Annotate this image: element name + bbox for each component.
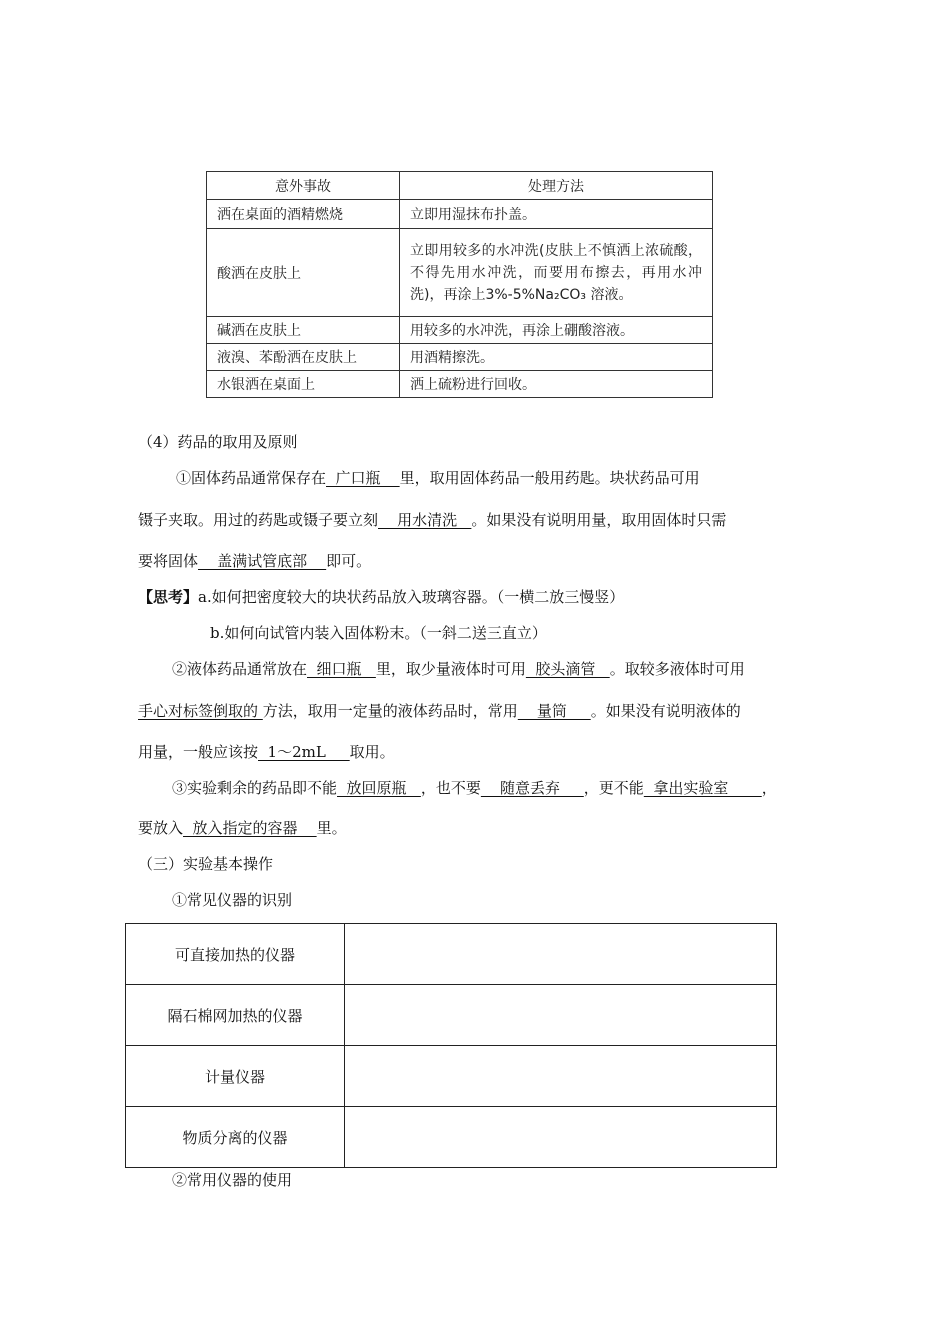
think-line: b.如何向试管内装入固体粉末。（一斜二送三直立） [210, 624, 547, 642]
table-cell-method: 用酒精擦洗。 [400, 344, 713, 371]
answer-blank: 细口瓶 [307, 660, 376, 678]
answer-blank: 拿出实验室 [643, 779, 762, 797]
instrument-answer-cell [345, 924, 777, 985]
instrument-answer-cell [345, 1107, 777, 1168]
answer-blank: 盖满试管底部 [198, 552, 327, 570]
paragraph-line: ③实验剩余的药品即不能 放回原瓶 ，也不要 随意丢弃 ，更不能 拿出实验室 ， [172, 779, 777, 797]
table-cell-accident: 液溴、苯酚洒在皮肤上 [207, 344, 400, 371]
paragraph-line: 要将固体 盖满试管底部 即可。 [138, 552, 372, 570]
instrument-answer-cell [345, 1046, 777, 1107]
instrument-answer-cell [345, 985, 777, 1046]
table-cell-accident: 洒在桌面的酒精燃烧 [207, 200, 400, 229]
section-heading: （三）实验基本操作 [138, 855, 274, 873]
paragraph-line: ①固体药品通常保存在 广口瓶 里，取用固体药品一般用药匙。块状药品可用 [176, 469, 700, 487]
paragraph-line: 手心对标签倒取的 方法，取用一定量的液体药品时，常用 量筒 。如果没有说明液体的 [138, 702, 741, 720]
instrument-table [125, 923, 777, 1168]
think-label: 【思考】 [138, 588, 199, 606]
answer-blank: 放回原瓶 [337, 779, 421, 797]
accident-table [206, 171, 713, 398]
table-cell-method: 洒上硫粉进行回收。 [400, 371, 713, 398]
answer-blank: 量筒 [517, 702, 591, 720]
table-cell-accident: 碱洒在皮肤上 [207, 317, 400, 344]
answer-blank: 胶头滴管 [525, 660, 610, 678]
paragraph-line: 用量，一般应该按 1～2mL 取用。 [138, 743, 395, 761]
table-cell-method: 用较多的水冲洗，再涂上硼酸溶液。 [400, 317, 713, 344]
table-header: 处理方法 [400, 172, 713, 200]
instrument-category: 可直接加热的仪器 [126, 924, 345, 985]
table-cell-accident: 水银洒在桌面上 [207, 371, 400, 398]
think-line: 【思考】a.如何把密度较大的块状药品放入玻璃容器。（一横二放三慢竖） [138, 588, 625, 606]
answer-blank: 广口瓶 [326, 469, 400, 487]
table-cell-method: 立即用较多的水冲洗(皮肤上不慎洒上浓硫酸，不得先用水冲洗，而要用布擦去，再用水冲洗)，再涂上3%-5%Na₂CO₃ 溶液。 [400, 229, 713, 317]
answer-blank: 手心对标签倒取的 [138, 702, 263, 720]
table-cell-accident: 酸洒在皮肤上 [207, 229, 400, 317]
table-header: 意外事故 [207, 172, 400, 200]
answer-blank: 放入指定的容器 [183, 819, 317, 837]
instrument-category: 隔石棉网加热的仪器 [126, 985, 345, 1046]
paragraph-line: 要放入 放入指定的容器 里。 [138, 819, 347, 837]
instrument-category: 计量仪器 [126, 1046, 345, 1107]
instrument-category: 物质分离的仪器 [126, 1107, 345, 1168]
sub-heading: ②常用仪器的使用 [172, 1171, 293, 1189]
answer-blank: 随意丢弃 [480, 779, 584, 797]
paragraph-line: ②液体药品通常放在 细口瓶 里，取少量液体时可用 胶头滴管 。取较多液体时可用 [172, 660, 745, 678]
paragraph-line: 镊子夹取。用过的药匙或镊子要立刻 用水清洗 。如果没有说明用量，取用固体时只需 [138, 511, 727, 529]
sub-heading: ①常见仪器的识别 [172, 891, 293, 909]
answer-blank: 1～2mL [258, 743, 350, 761]
section-heading: （4）药品的取用及原则 [138, 433, 298, 451]
table-cell-method: 立即用湿抹布扑盖。 [400, 200, 713, 229]
answer-blank: 用水清洗 [378, 511, 472, 529]
